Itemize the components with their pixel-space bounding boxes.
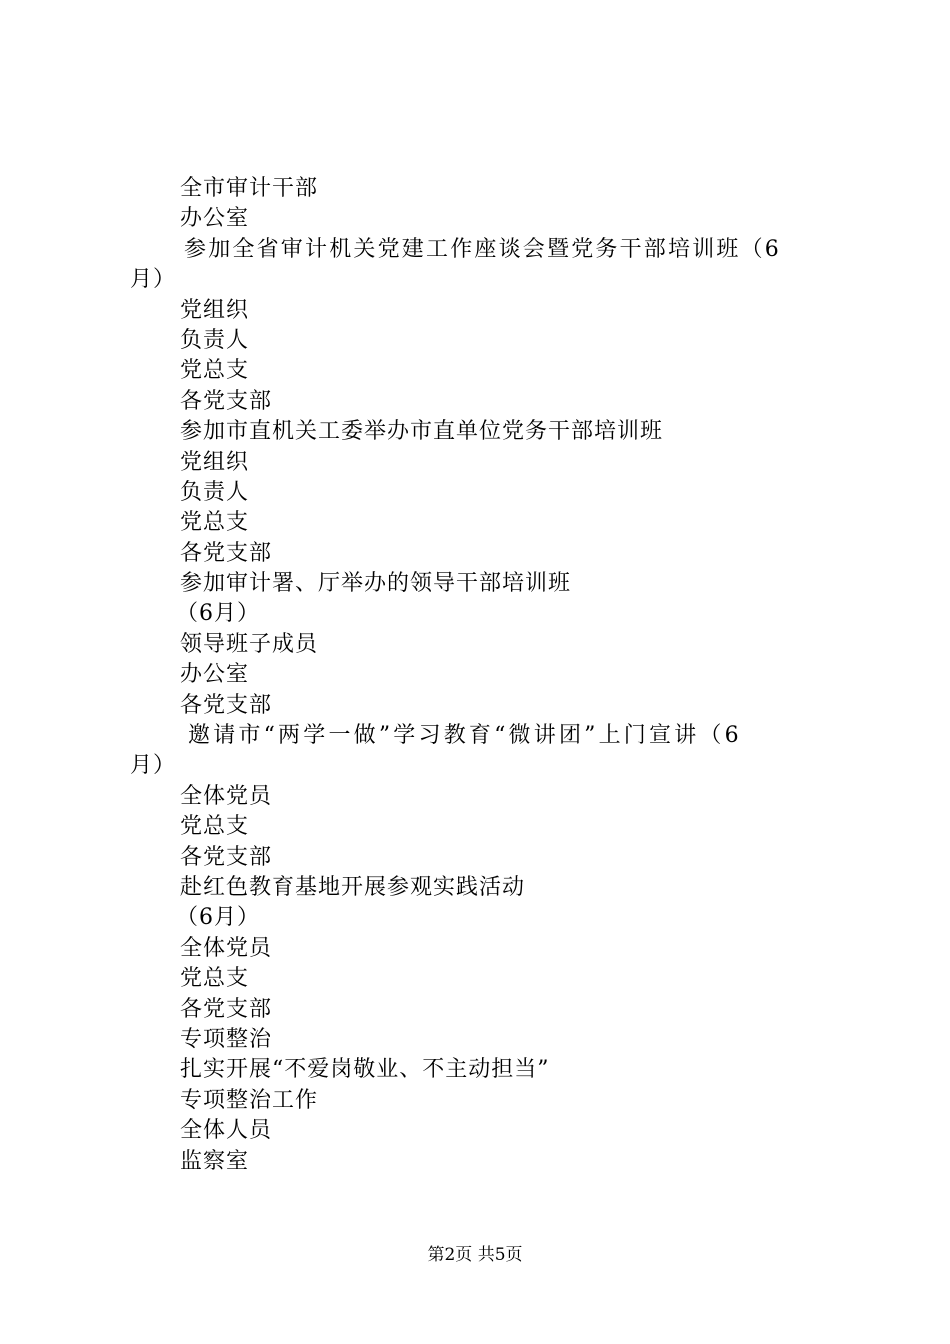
- text-line: 全市审计干部: [180, 176, 319, 201]
- text-line: 各党支部: [180, 996, 273, 1022]
- text-line: 全体党员: [180, 935, 273, 961]
- text-line: 各党支部: [180, 692, 273, 718]
- text-line: 月）: [130, 753, 177, 779]
- text-line: 专项整治工作: [180, 1087, 319, 1113]
- text-line: 负责人: [180, 479, 250, 505]
- text-line: 专项整治: [180, 1026, 273, 1052]
- text-line: 全体党员: [180, 783, 273, 809]
- text-line: 赴红色教育基地开展参观实践活动: [180, 874, 526, 900]
- text-line: 各党支部: [180, 844, 273, 870]
- text-line: （6月）: [176, 905, 260, 931]
- text-line: 办公室: [180, 206, 250, 232]
- text-line: 党总支: [180, 510, 250, 536]
- text-line: 党总支: [180, 358, 250, 384]
- text-line: 党组织: [180, 449, 250, 475]
- text-line: 领导班子成员: [180, 631, 319, 657]
- text-line: 办公室: [180, 662, 250, 688]
- text-line: 党总支: [180, 966, 250, 992]
- page-footer: 第2页 共5页: [427, 1245, 523, 1265]
- text-line: 扎实开展“不爱岗敬业、不主动担当”: [180, 1057, 550, 1083]
- text-line: 参加全省审计机关党建工作座谈会暨党务干部培训班（6: [184, 236, 781, 262]
- text-line: 党总支: [180, 814, 250, 840]
- text-line: 各党支部: [180, 540, 273, 566]
- text-line: 监察室: [180, 1148, 250, 1174]
- text-line: 负责人: [180, 327, 250, 353]
- text-line: 参加审计署、厅举办的领导干部培训班: [180, 571, 572, 597]
- text-line: （6月）: [176, 601, 260, 627]
- text-line: 参加市直机关工委举办市直单位党务干部培训班: [180, 419, 664, 445]
- text-line: 全体人员: [180, 1118, 273, 1144]
- document-body: [130, 174, 840, 1177]
- text-line: 党组织: [180, 297, 250, 323]
- text-line: 邀请市“两学一做”学习教育“微讲团”上门宣讲（6: [188, 723, 742, 749]
- text-line: 月）: [130, 267, 177, 293]
- text-line: 各党支部: [180, 388, 273, 414]
